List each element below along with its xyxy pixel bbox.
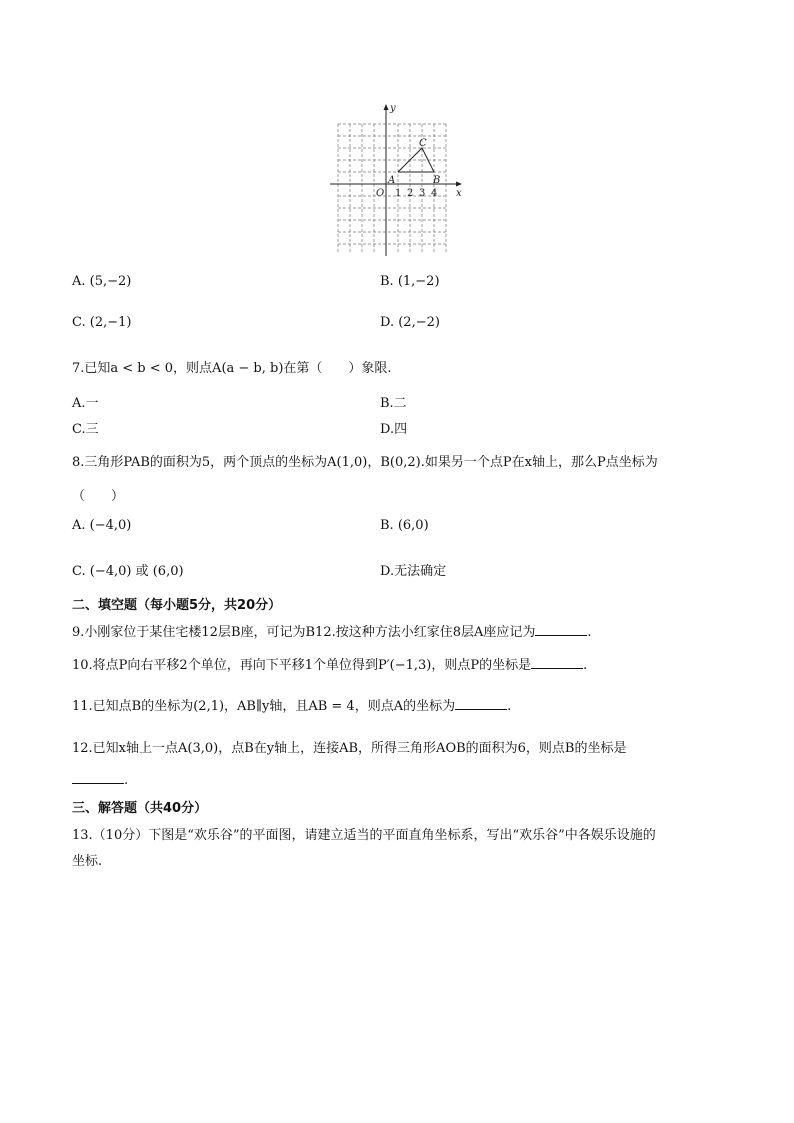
q10-text: 10.将点P向右平移2个单位，再向下平移1个单位得到P′(−1,3)，则点P的坐标是 bbox=[72, 658, 532, 673]
q7-option-c: C.三 bbox=[72, 422, 99, 437]
q11-end: . bbox=[507, 699, 512, 714]
point-a-label: A bbox=[388, 175, 396, 186]
point-b-label: B bbox=[433, 175, 441, 186]
q12-answer bbox=[72, 771, 128, 788]
q11 bbox=[72, 695, 511, 714]
q9-blank bbox=[535, 623, 587, 636]
q13-line1: 13.（10分）下图是“欢乐谷”的平面图，请建立适当的平面直角坐标系，写出“欢乐谷”中各娱乐设施的 bbox=[72, 828, 656, 843]
q12-end: . bbox=[124, 773, 129, 788]
q6-option-c: C. (2,−1) bbox=[72, 315, 132, 330]
tick-3: 3 bbox=[419, 188, 426, 199]
section-2-heading: 二、填空题（每小题5分，共20分） bbox=[72, 598, 282, 613]
q6-option-d: D. (2,−2) bbox=[380, 315, 440, 330]
q6-option-b: B. (1,−2) bbox=[380, 274, 440, 289]
q9-text: 9.小刚家位于某住宅楼12层B座，可记为B12.按这种方法小红家住8层A座应记为 bbox=[72, 625, 536, 640]
q13-line2: 坐标. bbox=[72, 854, 103, 869]
y-axis-label: y bbox=[390, 103, 396, 114]
origin-label: O bbox=[376, 188, 385, 199]
q12-blank bbox=[72, 771, 124, 784]
q10 bbox=[72, 654, 587, 673]
tick-4: 4 bbox=[431, 188, 438, 199]
q8-option-a: A. (−4,0) bbox=[72, 518, 132, 533]
q8-option-d: D.无法确定 bbox=[380, 564, 447, 579]
x-axis-label: x bbox=[456, 188, 462, 199]
q7-option-b: B.二 bbox=[380, 396, 407, 411]
q11-blank bbox=[455, 697, 507, 710]
q8-option-c: C. (−4,0) 或 (6,0) bbox=[72, 564, 184, 579]
q12-text: 12.已知x轴上一点A(3,0)，点B在y轴上，连接AB，所得三角形AOB的面积为6，则点B的坐标是 bbox=[72, 741, 627, 756]
q7-option-d: D.四 bbox=[380, 422, 408, 437]
q8-option-b: B. (6,0) bbox=[380, 518, 429, 533]
section-3-heading: 三、解答题（共40分） bbox=[72, 801, 208, 816]
q7-option-a: A.一 bbox=[72, 396, 99, 411]
q9 bbox=[72, 621, 592, 640]
tick-2: 2 bbox=[407, 188, 414, 199]
grid bbox=[338, 124, 446, 252]
coordinate-graph bbox=[326, 102, 466, 258]
q11-text: 11.已知点B的坐标为(2,1)，AB∥y轴，且AB = 4，则点A的坐标为 bbox=[72, 699, 456, 714]
q8-stem: 8.三角形PAB的面积为5，两个顶点的坐标为A(1,0)，B(0,2).如果另一个点P在x轴上，那么P点坐标为 bbox=[72, 455, 658, 470]
point-c-label: C bbox=[419, 138, 427, 149]
q8-answer-paren: （ ） bbox=[72, 489, 125, 504]
q6-option-a: A. (5,−2) bbox=[72, 274, 132, 289]
q7-stem: 7.已知a < b < 0，则点A(a − b, b)在第（ ）象限. bbox=[72, 361, 392, 376]
q10-end: . bbox=[583, 658, 588, 673]
q10-blank bbox=[531, 656, 583, 669]
tick-1: 1 bbox=[395, 188, 402, 199]
q9-end: . bbox=[587, 625, 592, 640]
